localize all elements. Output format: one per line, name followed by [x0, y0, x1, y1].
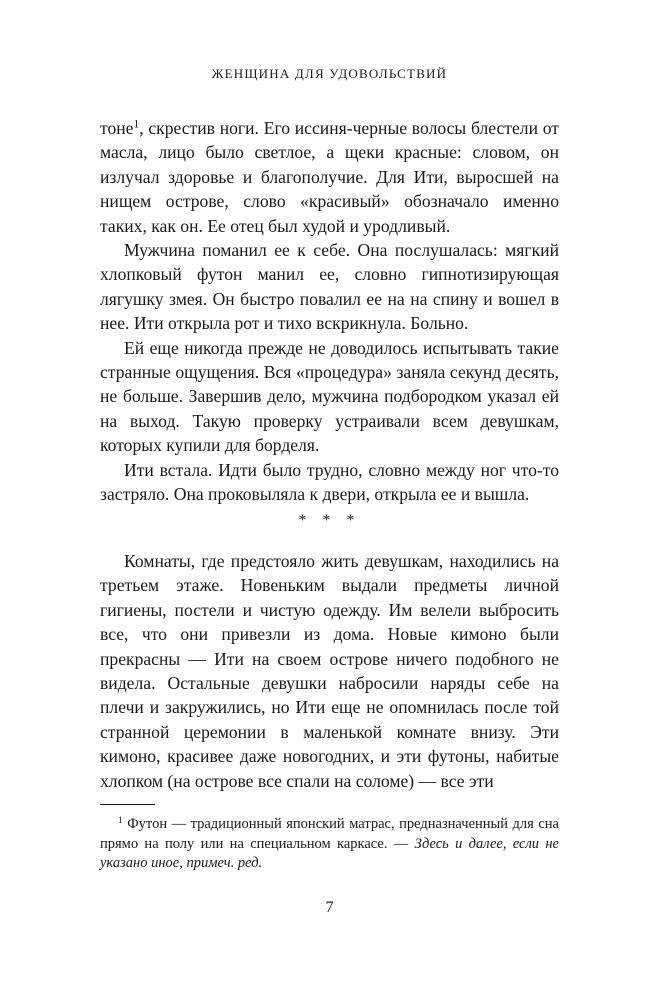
- footnote: [100, 815, 559, 874]
- text-section-2: [100, 549, 559, 793]
- section-separator: * * *: [298, 512, 361, 529]
- paragraph: Ити встала. Идти было трудно, словно между ног что-то застряло. Она проковыляла к двери, открыла ее и вышла.: [100, 459, 559, 505]
- text-section-1: [100, 116, 559, 507]
- footnote-text: Футон — традиционный японский матрас, предназначенный для сна прямо на полу или на специальном каркасе. —: [100, 816, 559, 852]
- page-number: 7: [325, 899, 334, 916]
- paragraph: Ей еще никогда прежде не доводилось испытывать такие странные ощущения. Вся «процедура» заняла секунд десять, не больше. Завершив дело, мужчина подбородком указал ей на выход. Такую проверку устраивали всем девушкам, которых купили для борделя.: [100, 337, 559, 456]
- paragraph: [100, 116, 559, 238]
- footnote-marker: 1: [118, 815, 123, 826]
- footnote-reference: 1: [133, 118, 140, 131]
- paragraph-text: , скрестив ноги. Его иссиня-черные волосы блестели от масла, лицо было светлое, а щеки красные: словом, он излучал здоровье и благополучие. Для Ити, выросшей на нищем острове, слово «красивый» обозначало именно таких, как он. Ее отец был худой и уродливый.: [100, 118, 559, 236]
- footnote-italic-text: Здесь и далее, если не указано иное, примеч. ред.: [100, 835, 559, 871]
- paragraph-text: тоне: [100, 118, 134, 138]
- running-head: ЖЕНЩИНА ДЛЯ УДОВОЛЬСТВИЙ: [211, 66, 448, 81]
- paragraph: Мужчина поманил ее к себе. Она послушалась: мягкий хлопковый футон манил ее, словно гипнотизирующая лягушку змея. Он быстро повалил ее на на спину и вошел в нее. Ити открыла рот и тихо вскрикнула. Больно.: [100, 240, 559, 334]
- paragraph: Комнаты, где предстояло жить девушкам, находились на третьем этаже. Новеньким выдали предметы личной гигиены, постели и чистую одежду. Им велели выбросить все, что они привезли из дома. Новые кимоно были прекрасны — Ити на своем острове ничего подобного не видела. Остальные девушки набросили наряды себе на плечи и закружились, но Ити еще не опомнилась после той странной церемонии в маленькой комнате внизу. Эти кимоно, красивее даже новогодних, и эти футоны, набитые хлопком (на острове все спали на соломе) — все эти: [100, 551, 559, 791]
- footnote-rule: [100, 804, 155, 805]
